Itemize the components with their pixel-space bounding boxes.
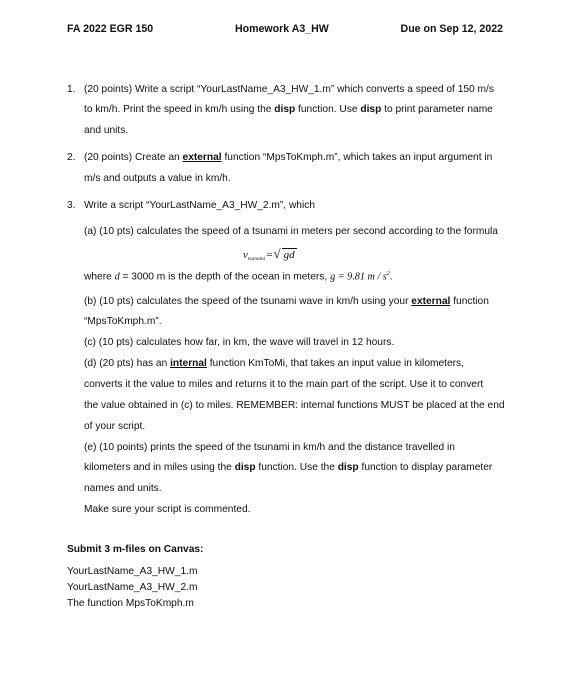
file-item: YourLastName_A3_HW_2.m bbox=[67, 582, 198, 593]
question-2-line-2: m/s and outputs a value in km/h. bbox=[84, 173, 231, 184]
question-2-number: 2. bbox=[67, 152, 76, 163]
question-2-line-1: (20 points) Create an external function “MpsToKmph.m”, which takes an input argument in bbox=[84, 152, 493, 163]
part-a-text: (a) (10 pts) calculates the speed of a tsunami in meters per second according to the formula bbox=[84, 226, 498, 237]
file-item: YourLastName_A3_HW_1.m bbox=[67, 566, 198, 577]
part-b-line-1: (b) (10 pts) calculates the speed of the tsunami wave in km/h using your external function bbox=[84, 296, 489, 307]
tsunami-formula: $v_{tsunami}=√$ gd bbox=[243, 246, 295, 262]
part-e-line-1: (e) (10 points) prints the speed of the tsunami in km/h and the distance travelled in bbox=[84, 442, 455, 453]
part-e-line-2: kilometers and in miles using the disp function. Use the disp function to display parameter bbox=[84, 462, 493, 473]
part-d-line-1: (d) (20 pts) has an internal function KmToMi, that takes an input value in kilometers, bbox=[84, 358, 464, 369]
part-b-line-2: “MpsToKmph.m”. bbox=[84, 316, 162, 327]
part-c-text: (c) (10 pts) calculates how far, in km, the wave will travel in 12 hours. bbox=[84, 337, 395, 348]
file-item: The function MpsToKmph.m bbox=[67, 598, 194, 609]
part-e-line-3: names and units. bbox=[84, 483, 162, 494]
page-header bbox=[67, 23, 503, 39]
course-title: FA 2022 EGR 150 bbox=[67, 23, 154, 35]
question-1-line-1: (20 points) Write a script “YourLastName_A3_HW_1.m” which converts a speed of 150 m/s bbox=[84, 84, 494, 95]
question-1-line-3: and units. bbox=[84, 125, 129, 136]
question-1-number: 1. bbox=[67, 84, 76, 95]
submit-title: Submit 3 m-files on Canvas: bbox=[67, 544, 204, 555]
part-d-line-4: of your script. bbox=[84, 421, 146, 432]
question-3-number: 3. bbox=[67, 200, 76, 211]
part-d-line-2: converts it the value to miles and returns it to the main part of the script. Use it to convert bbox=[84, 379, 484, 390]
question-1-line-2: to km/h. Print the speed in km/h using the disp function. Use disp to print parameter name bbox=[84, 104, 493, 115]
comment-reminder: Make sure your script is commented. bbox=[84, 504, 251, 515]
where-line: where d = 3000 m is the depth of the ocean in meters, g = 9.81 m / $s^2$. bbox=[84, 271, 393, 283]
part-d-line-3: the value obtained in (c) to miles. REMEMBER: internal functions MUST be placed at the end bbox=[84, 400, 505, 411]
assignment-title: Homework A3_HW bbox=[235, 23, 329, 35]
due-date: Due on Sep 12, 2022 bbox=[400, 23, 503, 35]
question-3-intro: Write a script “YourLastName_A3_HW_2.m”, which bbox=[84, 200, 315, 211]
